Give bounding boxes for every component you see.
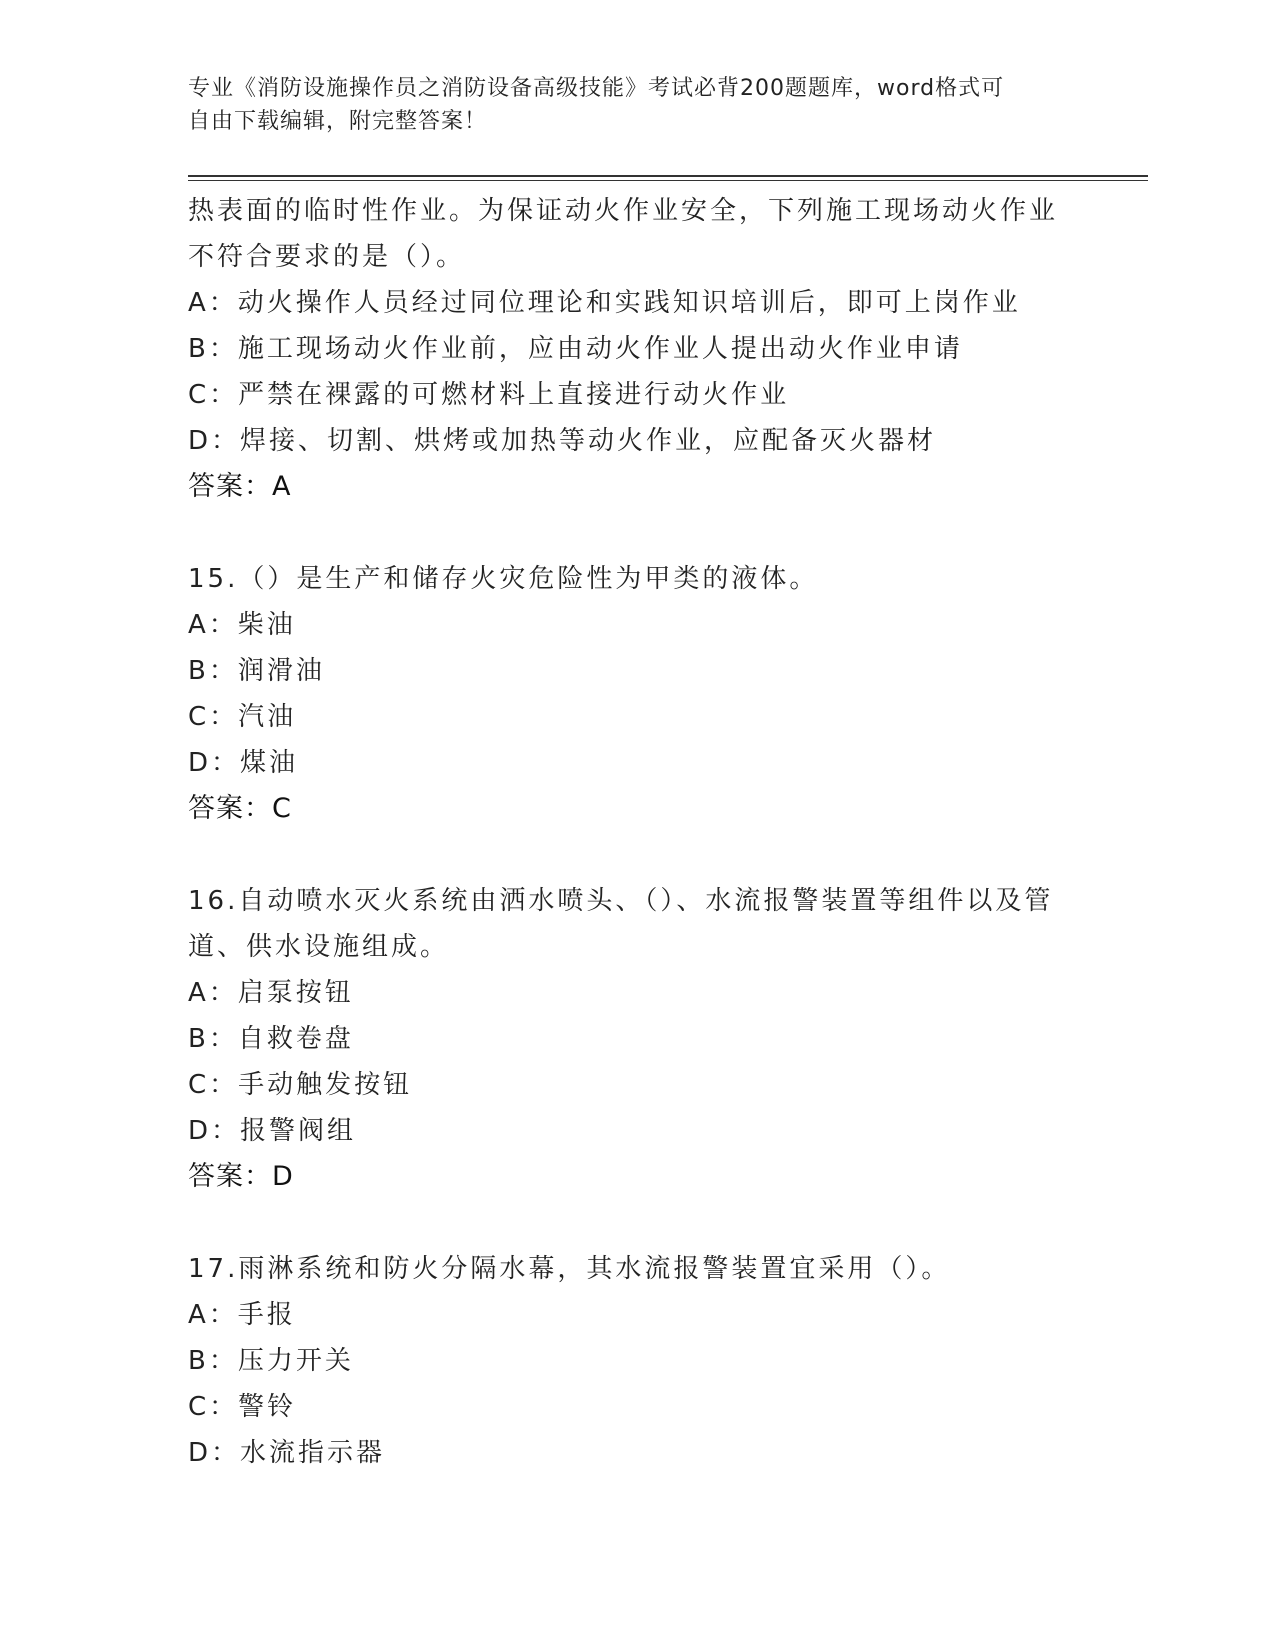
question-stem: 15.（）是生产和储存火灾危险性为甲类的液体。 <box>188 564 819 594</box>
spacer <box>188 1200 1088 1246</box>
option-d: D：煤油 <box>188 748 299 778</box>
answer-line: 答案：A <box>188 471 292 502</box>
spacer <box>188 832 1088 878</box>
option-b: B：润滑油 <box>188 656 325 686</box>
answer-line: 答案：D <box>188 1161 294 1192</box>
question-17 <box>188 1246 1088 1476</box>
option-b: B：施工现场动火作业前，应由动火作业人提出动火作业申请 <box>188 334 963 364</box>
option-d: D：报警阀组 <box>188 1116 357 1146</box>
question-14 <box>188 188 1088 510</box>
option-c: C：手动触发按钮 <box>188 1070 413 1100</box>
option-b: B：压力开关 <box>188 1346 354 1376</box>
header-divider-thin <box>188 180 1148 181</box>
question-16 <box>188 878 1088 1200</box>
option-c: C：汽油 <box>188 702 297 732</box>
question-stem: 17.雨淋系统和防火分隔水幕，其水流报警装置宜采用（）。 <box>188 1254 951 1284</box>
spacer <box>188 510 1088 556</box>
option-c: C：严禁在裸露的可燃材料上直接进行动火作业 <box>188 380 790 410</box>
header-title-line-2: 自由下载编辑，附完整答案！ <box>188 109 488 134</box>
answer-line: 答案：C <box>188 793 292 824</box>
question-stem: 不符合要求的是（）。 <box>188 242 466 272</box>
option-a: A：启泵按钮 <box>188 978 354 1008</box>
document-header <box>188 72 1068 138</box>
question-list <box>188 188 1088 1476</box>
option-b: B：自救卷盘 <box>188 1024 354 1054</box>
option-d: D：水流指示器 <box>188 1438 386 1468</box>
option-a: A：手报 <box>188 1300 296 1330</box>
question-15 <box>188 556 1088 832</box>
option-a: A：柴油 <box>188 610 296 640</box>
question-stem: 16.自动喷水灭火系统由洒水喷头、（）、水流报警装置等组件以及管 <box>188 886 1054 916</box>
option-c: C：警铃 <box>188 1392 297 1422</box>
question-stem: 热表面的临时性作业。为保证动火作业安全，下列施工现场动火作业 <box>188 196 1059 226</box>
option-d: D：焊接、切割、烘烤或加热等动火作业，应配备灭火器材 <box>188 426 937 456</box>
question-stem: 道、供水设施组成。 <box>188 932 450 962</box>
header-divider-thick <box>188 175 1148 177</box>
header-title-line-1: 专业《消防设施操作员之消防设备高级技能》考试必背200题题库，word格式可 <box>188 76 1005 101</box>
option-a: A：动火操作人员经过同位理论和实践知识培训后，即可上岗作业 <box>188 288 1021 318</box>
